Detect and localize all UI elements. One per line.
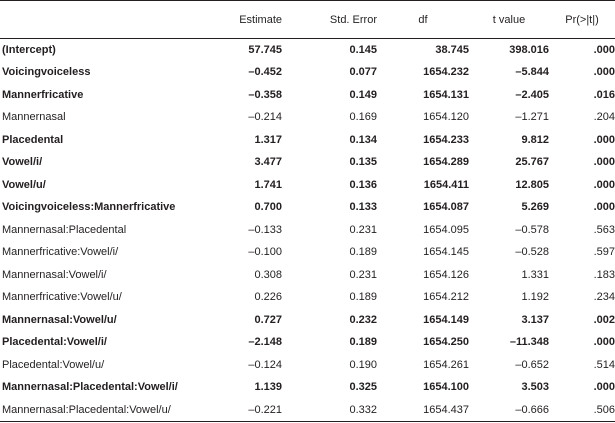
std-error-cell: 0.325: [349, 381, 377, 394]
t-value-cell: –1.271: [515, 111, 549, 124]
std-error-cell: 0.189: [349, 246, 377, 259]
df-cell: 1654.145: [423, 246, 469, 259]
std-error-cell: 0.077: [349, 66, 377, 79]
t-value-cell: 398.016: [509, 44, 549, 56]
std-error-cell: 0.133: [349, 201, 377, 214]
estimate-cell: 1.741: [254, 178, 282, 191]
std-error-cell: 0.145: [349, 44, 377, 56]
estimate-cell: –0.133: [248, 223, 282, 236]
t-value-cell: 3.503: [521, 381, 549, 394]
table-row: [0, 399, 615, 422]
std-error-cell: 0.149: [349, 88, 377, 101]
t-value-cell: –0.666: [469, 399, 549, 422]
table-row: [0, 84, 615, 107]
df-cell: 38.745: [435, 44, 469, 56]
term-label: Mannernasal:Vowel/i/: [2, 268, 107, 281]
term-label: Mannernasal:Placedental: [2, 223, 127, 236]
t-value-cell: –2.405: [515, 88, 549, 101]
header-p-value: Pr(>|t|): [549, 1, 615, 39]
estimate-cell: –0.124: [248, 358, 282, 371]
estimate-cell: 1.139: [254, 381, 282, 394]
table-body: [0, 39, 615, 422]
estimate-cell: –0.214: [248, 111, 282, 124]
table-row: [0, 39, 615, 62]
header-estimate: Estimate: [228, 1, 282, 39]
p-value-cell: .183: [593, 268, 615, 281]
t-value-cell: 9.812: [521, 133, 549, 146]
table-row: [0, 106, 615, 129]
estimate-cell: 0.226: [254, 291, 282, 304]
estimate-cell: 1.317: [254, 133, 282, 146]
table-header: [0, 1, 615, 39]
p-value-cell: .000: [593, 381, 615, 394]
term-label: Placedental: [2, 133, 64, 146]
term-label: (Intercept): [2, 44, 56, 56]
term-label: Voicingvoiceless: [2, 66, 91, 79]
df-cell: 1654.120: [423, 111, 469, 124]
df-cell: 1654.250: [423, 336, 469, 349]
t-value-cell: 3.137: [521, 313, 549, 326]
table-row: [0, 174, 615, 197]
df-cell: 1654.095: [423, 223, 469, 236]
term-label: Placedental:Vowel/u/: [2, 358, 105, 371]
p-value-cell: .514: [593, 358, 615, 371]
table-row: [0, 151, 615, 174]
table-row: [0, 264, 615, 287]
estimate-cell: –0.221: [228, 399, 282, 422]
p-value-cell: .000: [593, 133, 615, 146]
df-cell: 1654.087: [423, 201, 469, 214]
header-row: [0, 1, 615, 39]
df-cell: 1654.100: [423, 381, 469, 394]
std-error-cell: 0.134: [349, 133, 377, 146]
std-error-cell: 0.136: [349, 178, 377, 191]
std-error-cell: 0.190: [349, 358, 377, 371]
df-cell: 1654.232: [423, 66, 469, 79]
term-label: Voicingvoiceless:Mannerfricative: [2, 201, 176, 214]
t-value-cell: 5.269: [521, 201, 549, 214]
estimate-cell: 0.700: [254, 201, 282, 214]
df-cell: 1654.131: [423, 88, 469, 101]
table-row: [0, 286, 615, 309]
estimate-cell: –0.100: [248, 246, 282, 259]
t-value-cell: 1.331: [521, 268, 549, 281]
header-t-value: t value: [469, 1, 549, 39]
std-error-cell: 0.232: [349, 313, 377, 326]
term-label: Mannernasal: [2, 111, 66, 124]
p-value-cell: .506: [549, 399, 615, 422]
df-cell: 1654.126: [423, 268, 469, 281]
df-cell: 1654.437: [377, 399, 469, 422]
std-error-cell: 0.332: [282, 399, 377, 422]
df-cell: 1654.411: [423, 178, 469, 191]
term-label: Mannerfricative:Vowel/i/: [2, 246, 119, 259]
p-value-cell: .597: [593, 246, 615, 259]
t-value-cell: 12.805: [515, 178, 549, 191]
p-value-cell: .563: [593, 223, 615, 236]
df-cell: 1654.289: [423, 156, 469, 169]
std-error-cell: 0.231: [349, 268, 377, 281]
term-label: Mannernasal:Vowel/u/: [2, 313, 117, 326]
estimate-cell: 0.308: [254, 268, 282, 281]
estimate-cell: –0.452: [248, 66, 282, 79]
table-row: [0, 129, 615, 152]
std-error-cell: 0.231: [349, 223, 377, 236]
std-error-cell: 0.169: [349, 111, 377, 124]
header-df: df: [377, 1, 469, 39]
estimate-cell: 0.727: [254, 313, 282, 326]
term-label: Vowel/u/: [2, 178, 46, 191]
table-row: [0, 376, 615, 399]
df-cell: 1654.149: [423, 313, 469, 326]
p-value-cell: .000: [593, 201, 615, 214]
t-value-cell: 25.767: [515, 156, 549, 169]
table-row: [0, 354, 615, 377]
table-row: [0, 196, 615, 219]
df-cell: 1654.212: [423, 291, 469, 304]
t-value-cell: –0.528: [515, 246, 549, 259]
t-value-cell: 1.192: [521, 291, 549, 304]
term-label: Mannernasal:Placedental:Vowel/i/: [2, 381, 178, 394]
std-error-cell: 0.189: [349, 291, 377, 304]
estimate-cell: 57.745: [248, 44, 282, 56]
table-row: [0, 61, 615, 84]
table-row: [0, 241, 615, 264]
table-row: [0, 309, 615, 332]
df-cell: 1654.261: [423, 358, 469, 371]
t-value-cell: –5.844: [515, 66, 549, 79]
estimate-cell: –2.148: [248, 336, 282, 349]
term-label: Mannerfricative: [2, 88, 84, 101]
estimate-cell: –0.358: [248, 88, 282, 101]
t-value-cell: –0.578: [515, 223, 549, 236]
p-value-cell: .000: [593, 44, 615, 56]
t-value-cell: –0.652: [515, 358, 549, 371]
estimate-cell: 3.477: [254, 156, 282, 169]
term-label: Mannerfricative:Vowel/u/: [2, 291, 122, 304]
p-value-cell: .234: [593, 291, 615, 304]
std-error-cell: 0.189: [349, 336, 377, 349]
p-value-cell: .000: [593, 66, 615, 79]
t-value-cell: –11.348: [509, 336, 549, 349]
p-value-cell: .000: [593, 178, 615, 191]
header-std-error: Std. Error: [282, 1, 377, 39]
term-label: Placedental:Vowel/i/: [2, 336, 107, 349]
p-value-cell: .002: [593, 313, 615, 326]
header-label: [0, 1, 228, 39]
p-value-cell: .016: [593, 88, 615, 101]
p-value-cell: .000: [593, 336, 615, 349]
p-value-cell: .000: [593, 156, 615, 169]
table-row: [0, 331, 615, 354]
term-label: Mannernasal:Placedental:Vowel/u/: [0, 399, 228, 422]
p-value-cell: .204: [593, 111, 615, 124]
df-cell: 1654.233: [423, 133, 469, 146]
std-error-cell: 0.135: [349, 156, 377, 169]
table-row: [0, 219, 615, 242]
term-label: Vowel/i/: [2, 156, 43, 169]
